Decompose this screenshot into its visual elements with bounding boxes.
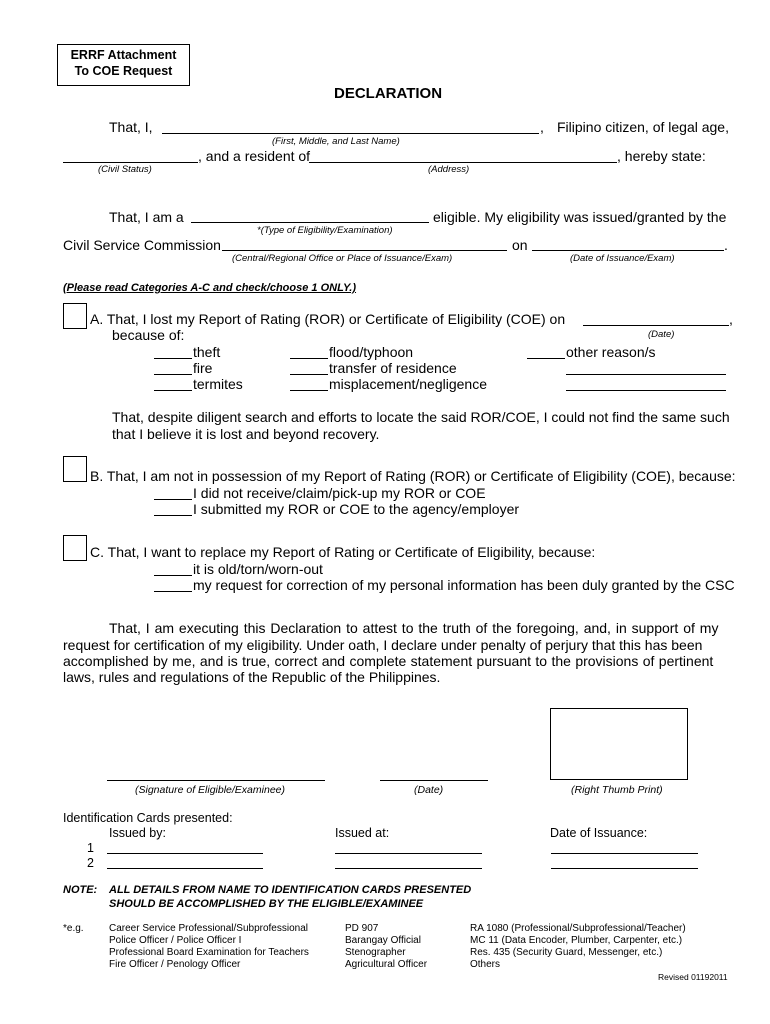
thumb-caption: (Right Thumb Print) xyxy=(571,784,663,796)
issued-by-label: Issued by: xyxy=(109,826,166,840)
example-col3-3: Res. 435 (Security Guard, Messenger, etc.) xyxy=(470,947,663,958)
example-col2-4: Agricultural Officer xyxy=(345,959,428,970)
other-check[interactable] xyxy=(527,358,565,359)
other-reason-line-1[interactable] xyxy=(566,374,726,375)
signature-caption: (Signature of Eligible/Examinee) xyxy=(135,784,285,796)
old-torn-check[interactable] xyxy=(154,575,192,576)
lost-date-caption: (Date) xyxy=(648,329,675,340)
example-col2-3: Stenographer xyxy=(345,947,406,958)
civil-status-field[interactable] xyxy=(63,162,198,163)
category-c-text: C. That, I want to replace my Report of Rating or Certificate of Eligibility, because: xyxy=(90,544,596,560)
category-b-checkbox[interactable] xyxy=(63,456,87,482)
note-line-2: SHOULD BE ACCOMPLISHED BY THE ELIGIBLE/EXAMINEE xyxy=(109,898,424,910)
civil-status-caption: (Civil Status) xyxy=(98,164,152,175)
note-label: NOTE: xyxy=(63,884,98,896)
fire-check[interactable] xyxy=(154,374,192,375)
page-title: DECLARATION xyxy=(334,85,443,102)
attachment-label-box xyxy=(57,44,190,86)
example-col1-2: Police Officer / Police Officer I xyxy=(109,935,242,946)
other-label: other reason/s xyxy=(566,344,656,360)
misplacement-check[interactable] xyxy=(290,390,328,391)
other-reason-line-2[interactable] xyxy=(566,390,726,391)
fire-label: fire xyxy=(193,360,213,376)
signature-field[interactable] xyxy=(107,780,325,781)
example-col1-4: Fire Officer / Penology Officer xyxy=(109,959,241,970)
submitted-check[interactable] xyxy=(154,515,192,516)
instructions: (Please read Categories A-C and check/choose 1 ONLY.) xyxy=(63,282,357,294)
eligibility-text: eligible. My eligibility was issued/granted by the xyxy=(433,209,727,225)
id1-date-field[interactable] xyxy=(551,853,698,854)
transfer-label: transfer of residence xyxy=(329,360,457,376)
lost-date-comma: , xyxy=(729,311,733,327)
id-row-1: 1 xyxy=(87,841,94,855)
issuance-office-field[interactable] xyxy=(222,250,507,251)
id1-issued-at-field[interactable] xyxy=(335,853,482,854)
issued-at-label: Issued at: xyxy=(335,826,390,840)
intro-hereby: , hereby state: xyxy=(617,148,706,164)
examples-label: *e.g. xyxy=(63,923,84,934)
date-issuance-label: Date of Issuance: xyxy=(550,826,648,840)
office-caption: (Central/Regional Office or Place of Issuance/Exam) xyxy=(232,253,453,264)
not-received-check[interactable] xyxy=(154,499,192,500)
eligibility-type-field[interactable] xyxy=(191,222,429,223)
intro-resident: , and a resident of xyxy=(198,148,311,164)
example-col3-4: Others xyxy=(470,959,501,970)
submitted-label: I submitted my ROR or COE to the agency/employer xyxy=(193,501,520,517)
lost-date-field[interactable] xyxy=(583,325,729,326)
not-received-label: I did not receive/claim/pick-up my ROR or COE xyxy=(193,485,486,501)
signature-date-field[interactable] xyxy=(380,780,488,781)
id1-issued-by-field[interactable] xyxy=(107,853,263,854)
category-c-checkbox[interactable] xyxy=(63,535,87,561)
attachment-line1: ERRF Attachment xyxy=(70,48,177,62)
oath-line-1: That, I am executing this Declaration to attest to the truth of the foregoing, and, in support of my xyxy=(109,620,719,636)
attachment-line2: To COE Request xyxy=(74,64,173,78)
issuance-date-field[interactable] xyxy=(532,250,724,251)
example-col1-1: Career Service Professional/Subprofessional xyxy=(109,923,308,934)
correction-check[interactable] xyxy=(154,591,192,592)
revised-label: Revised 01192011 xyxy=(658,972,728,982)
example-col2-2: Barangay Official xyxy=(345,935,421,946)
example-col3-2: MC 11 (Data Encoder, Plumber, Carpenter, etc.) xyxy=(470,935,683,946)
oath-line-2: request for certification of my eligibility. Under oath, I declare under penalty of perjury that this has been xyxy=(63,637,703,653)
category-a-text: A. That, I lost my Report of Rating (ROR) or Certificate of Eligibility (COE) on xyxy=(90,311,566,327)
intro-citizen: Filipino citizen, of legal age, xyxy=(557,119,729,135)
csc-label: Civil Service Commission xyxy=(63,237,221,253)
signature-date-caption: (Date) xyxy=(414,784,444,796)
eligibility-that: That, I am a xyxy=(109,209,184,225)
intro-comma: , xyxy=(540,119,544,135)
period: . xyxy=(724,237,728,253)
category-b-text: B. That, I am not in possession of my Report of Rating (ROR) or Certificate of Eligibility (COE), because: xyxy=(90,468,736,484)
theft-label: theft xyxy=(193,344,221,360)
id2-issued-by-field[interactable] xyxy=(107,868,263,869)
name-caption: (First, Middle, and Last Name) xyxy=(272,136,400,147)
id2-date-field[interactable] xyxy=(551,868,698,869)
category-a-checkbox[interactable] xyxy=(63,303,87,329)
id-row-2: 2 xyxy=(87,856,94,870)
because-label: because of: xyxy=(112,327,185,343)
address-field[interactable] xyxy=(309,162,617,163)
correction-label: my request for correction of my personal information has been duly granted by the CSC xyxy=(193,577,735,593)
transfer-check[interactable] xyxy=(290,374,328,375)
termites-check[interactable] xyxy=(154,390,192,391)
id-cards-heading: Identification Cards presented: xyxy=(63,811,233,825)
on-label: on xyxy=(512,237,528,253)
thumb-print-box[interactable] xyxy=(550,708,688,780)
date-caption: (Date of Issuance/Exam) xyxy=(570,253,675,264)
oath-line-4: laws, rules and regulations of the Republic of the Philippines. xyxy=(63,669,441,685)
name-field[interactable] xyxy=(162,133,539,134)
termites-label: termites xyxy=(193,376,243,392)
flood-label: flood/typhoon xyxy=(329,344,414,360)
note-line-1: ALL DETAILS FROM NAME TO IDENTIFICATION CARDS PRESENTED xyxy=(109,884,472,896)
example-col3-1: RA 1080 (Professional/Subprofessional/Teacher) xyxy=(470,923,686,934)
flood-check[interactable] xyxy=(290,358,328,359)
old-torn-label: it is old/torn/worn-out xyxy=(193,561,323,577)
category-a-para-2: that I believe it is lost and beyond recovery. xyxy=(112,426,380,442)
example-col2-1: PD 907 xyxy=(345,923,379,934)
theft-check[interactable] xyxy=(154,358,192,359)
misplacement-label: misplacement/negligence xyxy=(329,376,487,392)
oath-line-3: accomplished by me, and is true, correct and complete statement pursuant to the provisions of pertinent xyxy=(63,653,714,669)
eligibility-type-caption: *(Type of Eligibility/Examination) xyxy=(257,225,393,236)
id2-issued-at-field[interactable] xyxy=(335,868,482,869)
address-caption: (Address) xyxy=(428,164,470,175)
example-col1-3: Professional Board Examination for Teachers xyxy=(109,947,309,958)
category-a-para-1: That, despite diligent search and efforts to locate the said ROR/COE, I could not find the same such xyxy=(112,409,730,425)
intro-that-i: That, I, xyxy=(109,119,153,135)
